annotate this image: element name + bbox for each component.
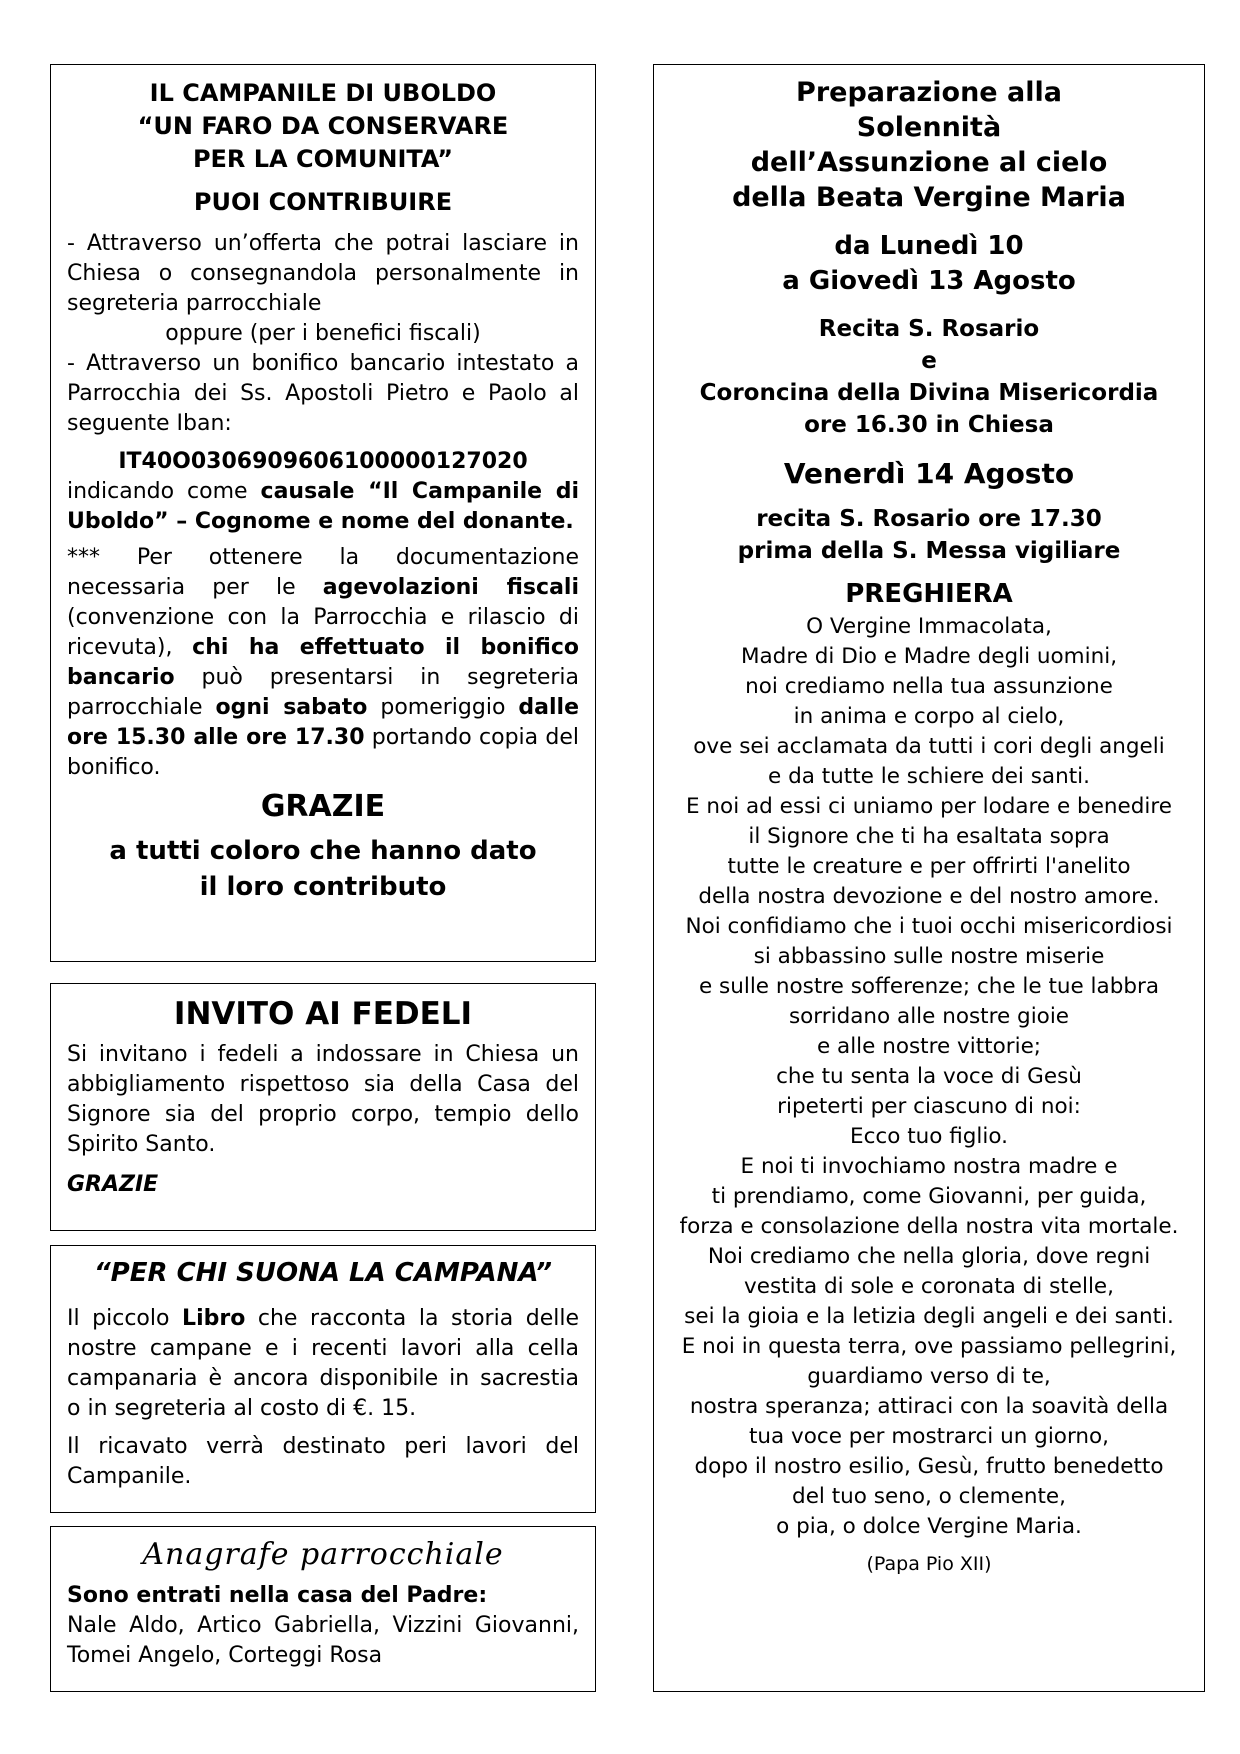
thanks-line: a tutti coloro che hanno dato [109, 836, 537, 866]
preparazione-venerdi-details [668, 503, 1190, 567]
campana-title: “PER CHI SUONA LA CAMPANA” [93, 1258, 553, 1288]
prayer-line: Noi crediamo che nella gloria, dove regni [707, 1244, 1151, 1269]
recita-line: Coroncina della Divina Misericordia [699, 380, 1159, 406]
campanile-subtitle: PUOI CONTRIBUIRE [193, 188, 453, 216]
prayer-line: noi crediamo nella tua assunzione [745, 674, 1113, 699]
venerdi-line: prima della S. Messa vigiliare [737, 538, 1121, 564]
campanile-title-line: PER LA COMUNITA” [192, 145, 454, 173]
prayer-line: E noi ad essi ci uniamo per lodare e benedire [686, 794, 1172, 819]
note-part: pomeriggio [367, 695, 519, 720]
recita-line: e [921, 348, 937, 374]
prayer-line: vestita di sole e coronata di stelle, [744, 1274, 1114, 1299]
prayer-line: Madre di Dio e Madre degli uomini, [740, 644, 1118, 669]
anagrafe-title: Anagrafe parrocchiale [142, 1537, 504, 1572]
preghiera-title: PREGHIERA [845, 579, 1013, 609]
campana-ricavato: Il ricavato verrà destinato peri lavori del Campanile. [67, 1434, 579, 1489]
prayer-line: tutte le creature e per offrirti l'anelito [727, 854, 1131, 879]
prayer-line: sorridano alle nostre gioie [788, 1004, 1070, 1029]
prayer-line: O Vergine Immacolata, [806, 614, 1052, 639]
prayer-line: del tuo seno, o clemente, [792, 1484, 1066, 1509]
recita-line: Recita S. Rosario [818, 316, 1040, 342]
causale-prefix: indicando come [67, 479, 261, 504]
prayer-line: nostra speranza; attiraci con la soavità della [689, 1394, 1169, 1419]
campanile-note [67, 543, 579, 783]
campanile-title-line: IL CAMPANILE DI UBOLDO [149, 79, 497, 107]
campanile-option-offerta: - Attraverso un’offerta che potrai lasciare in Chiesa o consegnandola personalmente in segreteria parrocchiale [67, 231, 579, 316]
prayer-line: e da tutte le schiere dei santi. [768, 764, 1090, 789]
campana-text [67, 1304, 579, 1424]
prayer-line: in anima e corpo al cielo, [793, 704, 1065, 729]
prayer-text [668, 612, 1190, 1542]
prayer-line: E noi in questa terra, ove passiamo pellegrini, [681, 1334, 1177, 1359]
prayer-credit: (Papa Pio XII) [866, 1553, 992, 1575]
campanile-title-line: “UN FARO DA CONSERVARE [137, 112, 509, 140]
preparazione-title-line: Preparazione alla [796, 77, 1062, 108]
prayer-line: dopo il nostro esilio, Gesù, frutto benedetto [694, 1454, 1164, 1479]
anagrafe-box [50, 1526, 596, 1692]
invito-grazie: GRAZIE [67, 1172, 159, 1197]
note-part: (convenzione con la Parrocchia e rilascio di ricevuta), [67, 605, 579, 660]
campanile-oppure: oppure (per i benefici fiscali) [165, 321, 481, 346]
campana-libro: Libro [182, 1306, 246, 1331]
anagrafe-subtitle: Sono entrati nella casa del Padre: [67, 1583, 488, 1608]
campana-text-part: che racconta la storia delle nostre campane e i recenti lavori alla cella campanaria è ancora disponibile in sacrestia o in segreteria al costo di €. 15. [67, 1306, 580, 1421]
prayer-line: ove sei acclamata da tutti i cori degli angeli [693, 734, 1165, 759]
prayer-line: si abbassino sulle nostre miserie [753, 944, 1105, 969]
prayer-line: sei la gioia e la letizia degli angeli e dei santi. [684, 1304, 1174, 1329]
prayer-line: forza e consolazione della nostra vita mortale. [679, 1214, 1179, 1239]
prayer-line: Ecco tuo figlio. [849, 1124, 1008, 1149]
campanile-grazie: GRAZIE [260, 789, 386, 824]
prayer-line: o pia, o dolce Vergine Maria. [776, 1514, 1082, 1539]
preparazione-title-line: Solennità [856, 112, 1002, 143]
preparazione-title-line: della Beata Vergine Maria [732, 182, 1126, 213]
prayer-line: e sulle nostre sofferenze; che le tue labbra [698, 974, 1160, 999]
preparazione-recita [668, 313, 1190, 441]
prayer-line: ripeterti per ciascuno di noi: [777, 1094, 1081, 1119]
preparazione-title [668, 75, 1190, 215]
invito-text: Si invitano i fedeli a indossare in Chiesa un abbigliamento rispettoso sia della Casa del Signore sia del proprio corpo, tempio dello Spirito Santo. [67, 1042, 579, 1157]
note-part: può presentarsi in segreteria parrocchiale [67, 665, 579, 720]
anagrafe-names: Nale Aldo, Artico Gabriella, Vizzini Giovanni, Tomei Angelo, Corteggi Rosa [67, 1613, 579, 1668]
recita-line: ore 16.30 in Chiesa [804, 412, 1054, 438]
note-bold: chi ha effettuato il bonifico bancario [67, 635, 579, 690]
prayer-line: tua voce per mostrarci un giorno, [748, 1424, 1110, 1449]
preparazione-title-line: dell’Assunzione al cielo [750, 147, 1108, 178]
campanile-causale [67, 477, 579, 537]
campanile-title [67, 77, 579, 176]
prayer-line: ti prendiamo, come Giovanni, per guida, [711, 1184, 1147, 1209]
note-bold: agevolazioni fiscali [322, 575, 579, 600]
preparazione-dates [668, 229, 1190, 299]
prayer-line: della nostra devozione e del nostro amore. [698, 884, 1160, 909]
prayer-line: il Signore che ti ha esaltata sopra [748, 824, 1110, 849]
campanile-iban: IT40O0306909606100000127020 [118, 449, 528, 474]
date-line: a Giovedì 13 Agosto [782, 266, 1076, 296]
campana-text-part: Il piccolo [67, 1306, 183, 1331]
prayer-line: e alle nostre vittorie; [816, 1034, 1042, 1059]
prayer-line: E noi ti invochiamo nostra madre e [740, 1154, 1118, 1179]
prayer-line: Noi confidiamo che i tuoi occhi misericordiosi [685, 914, 1173, 939]
invito-title: INVITO AI FEDELI [173, 996, 473, 1032]
date-line: da Lunedì 10 [834, 231, 1024, 261]
campanile-thanks [67, 833, 579, 905]
preparazione-venerdi: Venerdì 14 Agosto [783, 457, 1075, 490]
prayer-line: che tu senta la voce di Gesù [776, 1064, 1082, 1089]
venerdi-line: recita S. Rosario ore 17.30 [756, 506, 1102, 532]
thanks-line: il loro contributo [199, 872, 447, 902]
note-bold: dalle ore 15.30 alle ore 17.30 [67, 695, 579, 750]
preparazione-box [653, 64, 1205, 1692]
note-bold: ogni sabato [215, 695, 368, 720]
prayer-line: guardiamo verso di te, [807, 1364, 1051, 1389]
causale-text: causale “Il Campanile di Uboldo” – Cognome e nome del donante. [67, 479, 580, 534]
campanile-box [50, 64, 596, 962]
invito-box [50, 983, 596, 1231]
note-part: portando copia del bonifico. [67, 725, 579, 780]
note-part: *** Per ottenere la documentazione necessaria per le [67, 545, 579, 600]
campana-box [50, 1245, 596, 1513]
campanile-option-bonifico: - Attraverso un bonifico bancario intestato a Parrocchia dei Ss. Apostoli Pietro e Paolo al seguente Iban: [67, 351, 579, 436]
